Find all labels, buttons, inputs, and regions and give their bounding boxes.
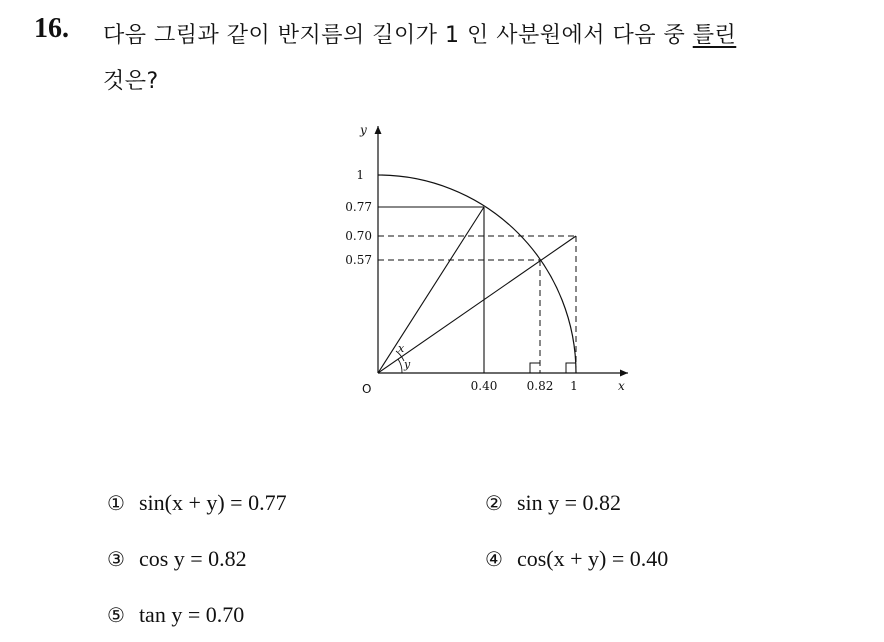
choice-number: ② [485,491,503,515]
choice-3[interactable] [107,544,247,574]
choice-2[interactable] [485,488,621,518]
x-axis-label: x [618,379,625,393]
x-tick-040: 0.40 [470,379,498,393]
angle-arc-y [398,359,402,373]
choice-number: ⑤ [107,603,125,627]
right-angle-1 [566,363,576,373]
y-tick-1: 1 [356,168,364,182]
radius-line-x-plus-y [378,207,484,373]
radius-line-y [378,236,576,373]
right-angle-082 [530,363,540,373]
y-axis-label: y [360,123,367,137]
angle-label-x: x [398,342,405,355]
choice-expression: cos y = 0.82 [138,546,247,571]
question-emphasis: 틀린 [692,23,737,48]
choice-number: ③ [107,547,125,571]
choice-number: ④ [485,547,503,571]
question-text [103,13,863,105]
quarter-circle-diagram [318,118,638,408]
choice-number: ① [107,491,125,515]
x-tick-082: 0.82 [526,379,554,393]
y-tick-077: 0.77 [345,200,372,214]
choice-1[interactable] [107,488,287,518]
choice-expression: tan y = 0.70 [138,602,245,627]
choice-4[interactable] [485,544,668,574]
choice-expression: sin y = 0.82 [516,490,622,515]
x-axis-arrow [620,370,628,377]
y-tick-057: 0.57 [345,253,372,267]
angle-label-y: y [404,358,411,371]
x-tick-1: 1 [570,379,578,393]
y-tick-070: 0.70 [345,229,372,243]
choice-expression: cos(x + y) = 0.40 [516,546,669,571]
y-axis-arrow [375,126,382,134]
question-text-end: 것은? [103,69,159,94]
question-text-main: 다음 그림과 같이 반지름의 길이가 1 인 사분원에서 다음 중 [103,23,693,48]
diagram-svg [318,118,638,408]
quarter-circle-arc [378,175,576,373]
origin-label: O [362,382,372,396]
choice-5[interactable] [107,600,244,630]
choice-expression: sin(x + y) = 0.77 [138,490,287,515]
question-number: 16. [34,13,69,44]
answer-choices [107,488,827,638]
